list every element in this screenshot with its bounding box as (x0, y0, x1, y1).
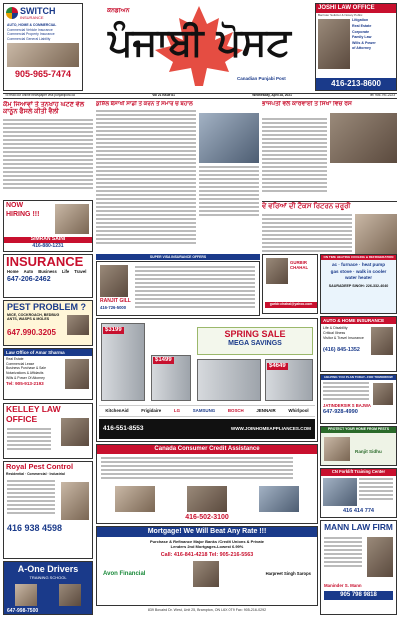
joshi-service: Family Law (352, 35, 372, 40)
info-phone: Tel: 905-791-2223 (369, 93, 395, 98)
amar-line: Notarizations & Affidavits (6, 370, 44, 375)
switch-insurance-ad[interactable] (3, 3, 83, 91)
article-2 (96, 101, 196, 251)
mann-law-ad[interactable] (320, 520, 397, 615)
address-line: 839 Bovaird Dr. West, Unit 25, Brampton, ON L6X 0T9 Fax: 905-216-0292 (147, 608, 267, 612)
appliance-phone[interactable]: 416-551-8553 (103, 425, 144, 433)
credit-assistance-ad[interactable] (96, 444, 318, 524)
brand-strip (99, 405, 315, 417)
auto-home-insurance-ad[interactable] (320, 316, 397, 372)
article-1-text (3, 119, 93, 189)
credit-photo-3 (259, 486, 299, 512)
mortgage-phone[interactable]: Call: 416-841-4218 Tel: 905-216-5563 (160, 551, 254, 558)
brand-logo: SAMSUNG (192, 408, 216, 414)
mortgage-company: Avon Financial (103, 570, 146, 577)
royal-photo (61, 482, 89, 520)
forklift-image (323, 478, 357, 506)
autohome-item: Visitor & Travel Insurance (323, 336, 364, 341)
brand-logo: JENNAIR (256, 408, 276, 414)
price-badge-3: $4649 (269, 363, 286, 369)
autohome-item: Critical Illness (323, 331, 346, 336)
aone-sub: TRAINING SCHOOL (29, 575, 67, 581)
helping-you-plan-ad[interactable] (320, 374, 397, 424)
aone-photo (15, 584, 37, 606)
mann-phone[interactable]: 905 798 9818 (324, 591, 393, 600)
helping-phone[interactable]: 647-928-4990 (323, 409, 358, 416)
joshi-title: JOSHI LAW OFFICE (316, 4, 396, 13)
cn-phone[interactable]: 416 414 774 (342, 507, 375, 514)
kelley-photo (61, 418, 89, 446)
article-1-headline[interactable]: ਕੈਮ ਜਿਆਵਾਂ ਤੇ ਤਨਖਾਹ ਘਟਣ ਵੇਲ ਕਾਨੂੰਨ ਫੈਸਲੇ ਕੀਤੀ ਵੈਲੀ (3, 101, 85, 116)
insurance-item: Auto (23, 269, 34, 274)
hiring-line2: HIRING !!! (6, 211, 40, 219)
credit-photo-1 (115, 486, 155, 512)
heating-ad[interactable] (320, 254, 397, 314)
insurance-item: Home (7, 269, 19, 274)
pest-problem-ad[interactable] (3, 300, 93, 346)
protect-home-ad[interactable] (320, 426, 397, 466)
masthead-small: ਕੈਨੇਡੀਅਨ (107, 8, 130, 14)
insurance-ad[interactable] (3, 254, 93, 298)
article-3-text (262, 118, 327, 198)
autohome-item: Life & Disability (323, 326, 348, 331)
brand-logo: Frigidaire (141, 408, 162, 414)
royal-sub: Residential · Commercial · Industrial (6, 471, 65, 476)
switch-logo-icon (6, 7, 18, 19)
hiring-name: SIMRAN SAINI (4, 237, 92, 243)
helping-photo (373, 383, 393, 405)
amar-sharma-law-ad[interactable] (3, 348, 93, 400)
brand-logo: BOSCH (227, 408, 244, 414)
info-bar (3, 93, 397, 99)
mortgage-line: Purchase & Refinance Major Banks /Credit Unions & Private (149, 539, 265, 545)
joshi-photo (318, 19, 350, 69)
aone-photo-2 (59, 584, 81, 606)
article-4-headline[interactable]: ਵੇ ਵਰਿਆਂ ਦੀ ਟੈਕਸ ਰਿਟਰਨ ਜ਼ਰੂਰੀ (262, 203, 351, 210)
hiring-line1: NOW (6, 202, 24, 209)
mortgage-title: Mortgage! We Will Beat Any Rate !!! (97, 527, 317, 537)
info-online[interactable]: To read our online newspaper visit punjabipost.ca (5, 93, 75, 98)
article-4 (262, 201, 397, 213)
mann-title: MANN LAW FIRM (324, 522, 393, 532)
amar-line: Business Purchase & Sale (6, 366, 46, 371)
pest-line: MICE, COCKROACH, BEDBUG (7, 313, 60, 318)
sale-sub: MEGA SAVINGS (228, 340, 282, 347)
heating-title: ON TIME HEATING COOLING & REFRIGERATION (321, 255, 396, 260)
cn-title: CN Forklift Training Center (321, 469, 396, 476)
masthead (87, 2, 312, 90)
kelley-phone[interactable] (4, 458, 92, 459)
switch-line: Commercial Vehicle Insurance (7, 27, 53, 32)
hiring-phone[interactable]: 416-880-1231 (32, 243, 64, 250)
article-4-text (262, 214, 352, 254)
autohome-title: AUTO & HOME INSURANCE (321, 317, 396, 324)
autohome-phone[interactable]: (416) 845-1352 (323, 347, 360, 354)
article-3 (262, 101, 397, 115)
appliance-contact-bar (99, 419, 315, 439)
info-date: Wednesday, April 28, 2021 (252, 93, 292, 98)
amar-line: Wills & Power Of Attorney (6, 375, 45, 380)
article-2-headline[interactable]: ਕੁਸ਼ਿੱਲ ਬੈਸਾਖੀ ਸਾਡੀ ਤੇ ਕਰਨ ਤੋਂ ਸਮਾਰ ਚ ਬਹਾਲ (96, 101, 193, 107)
helping-title: HELPING YOU PLAN TODAY...FOR TOMORROW (321, 375, 396, 380)
joshi-service: Litigation (352, 18, 369, 23)
protect-name: Ranjit Sidhu (355, 449, 382, 454)
credit-phone[interactable]: 416-502-3100 (185, 513, 229, 521)
joshi-service: of Attorney (352, 46, 372, 51)
article-3-photo (199, 113, 259, 163)
amar-phone[interactable]: Tel: 905-913-2193 (6, 381, 44, 387)
insurance-title: INSURANCE (6, 254, 84, 269)
ranjit-photo (100, 265, 128, 297)
info-volume: Vol 21 Issue 81 (152, 93, 175, 98)
mortgage-line: Lenders 2nd Mortgages-Lowest 6.99% (170, 544, 244, 550)
brand-logo: KitchenAid (105, 408, 129, 414)
gurbir-name: GURBIR CHAHAL (290, 260, 309, 270)
brand-logo: Whirlpool (288, 408, 309, 414)
switch-agents-photo (7, 43, 79, 67)
joshi-law-ad[interactable] (315, 3, 397, 91)
brand-logo: LG (173, 408, 181, 414)
masthead-tagline: Canadian Punjabi Post (237, 76, 286, 81)
spring-sale-banner (197, 327, 313, 355)
switch-sub: INSURANCE (20, 15, 44, 21)
joshi-service: Wills & Power (352, 40, 376, 45)
amar-title: Law Office of Amar Sharma (4, 349, 92, 356)
masthead-title: ਪੰਜਾਬੀ ਪੋਸਟ (108, 20, 291, 64)
gurbir-chahal-ad[interactable] (262, 254, 318, 314)
switch-line: Commercial General Liability (7, 36, 51, 41)
mortgage-agent-photo (193, 561, 219, 587)
joshi-service: Real Estate (352, 23, 372, 28)
royal-pest-ad[interactable] (3, 461, 93, 559)
ranjit-name: RANJIT GILL (100, 298, 131, 304)
kelley-law-ad[interactable] (3, 403, 93, 459)
joshi-sub: Barrister Solicitor & Notary Public (318, 12, 363, 17)
price-badge-1: $3199 (105, 327, 122, 333)
appliances-ad[interactable] (96, 318, 318, 442)
mortgage-agent: Harpreet Singh Sarops (265, 570, 311, 576)
kelley-title: KELLEY LAW OFFICE (6, 404, 61, 424)
article-3-text-2 (199, 166, 259, 220)
pest-line: ANTS, WASPS & MOLES (7, 317, 50, 322)
cn-forklift-ad[interactable] (320, 468, 397, 518)
ranjit-gill-ad[interactable] (96, 261, 260, 316)
aone-phone[interactable]: 647-998-7500 (7, 607, 39, 614)
heating-phone[interactable]: SAURADEEP SINGH: 226-332-4040 (328, 283, 389, 288)
article-4-photo (355, 214, 397, 254)
range-image (197, 359, 261, 401)
joshi-phone[interactable]: 416-213-8600 (316, 78, 396, 89)
heating-item: water heater (344, 275, 373, 281)
heating-item: ac · furnace · heat pump (331, 262, 386, 268)
article-3-photo-right (330, 113, 397, 163)
royal-title: Royal Pest Control (6, 462, 74, 471)
appliance-website[interactable]: WWW.JOINHOMEAPPLIANCES.COM (230, 426, 311, 432)
amar-photo (65, 359, 89, 389)
helping-name: JATINDERSIR S BAJWA (323, 403, 371, 409)
amar-line: Real Estate (6, 357, 24, 362)
insurance-item: Travel (74, 269, 87, 274)
ranjit-phone[interactable]: 416-726-5000 (100, 305, 127, 310)
pest-title: PEST PROBLEM ? (7, 302, 87, 312)
gurbir-photo (266, 258, 288, 284)
heating-item: gas stove · walk in cooler (330, 268, 387, 274)
pest-phone[interactable]: 647.990.3205 (7, 327, 56, 337)
credit-photo-2 (187, 486, 227, 512)
switch-phone[interactable]: 905-965-7474 (14, 69, 72, 80)
insurance-phone[interactable]: 647-206-2462 (7, 275, 51, 283)
insurance-item: Business (38, 269, 57, 274)
joshi-service: Corporate (352, 29, 370, 34)
amar-line: Commercial Lease (6, 361, 35, 366)
price-badge-2: $1499 (155, 357, 172, 363)
autohome-photo (371, 327, 393, 355)
super-visa-caption: SUPER VISA INSURANCE OFFERS (96, 254, 260, 260)
mann-photo (367, 537, 393, 577)
mann-name: Maninder S. Mann (324, 582, 362, 588)
protect-title: PROTECT YOUR HOME FROM PESTS (321, 427, 396, 433)
switch-name: SWITCH (20, 6, 56, 16)
mortgage-ad[interactable] (96, 526, 318, 606)
royal-phone[interactable]: 416 938 4598 (7, 522, 63, 533)
sale-title: SPRING SALE (224, 329, 286, 339)
hiring-photo (55, 204, 89, 234)
insurance-item: Life (61, 269, 70, 274)
aone-title: A-One Drivers (17, 564, 79, 574)
article-3-headline[interactable]: ਭਾਜਪੇਤੀ ਵੱਲੋਂ ਕਾਰਵਾਈ ਤੋਂ ਸਿੱਖਾਂ ਵਿਚ ਰੋਸ (262, 101, 352, 107)
aone-drivers-ad[interactable] (3, 561, 93, 615)
article-1 (3, 101, 93, 197)
switch-line: Commercial Property Insurance (7, 32, 55, 37)
fridge-image (101, 323, 145, 401)
protect-photo (324, 437, 350, 461)
switch-line: AUTO, HOME & COMMERCIAL (7, 22, 57, 27)
gurbir-email[interactable]: gurbir.chahal@yahoo.com (265, 302, 317, 308)
now-hiring-ad[interactable] (3, 200, 93, 252)
pest-photo (67, 315, 89, 335)
credit-title: Canada Consumer Credit Assistance (97, 445, 317, 454)
